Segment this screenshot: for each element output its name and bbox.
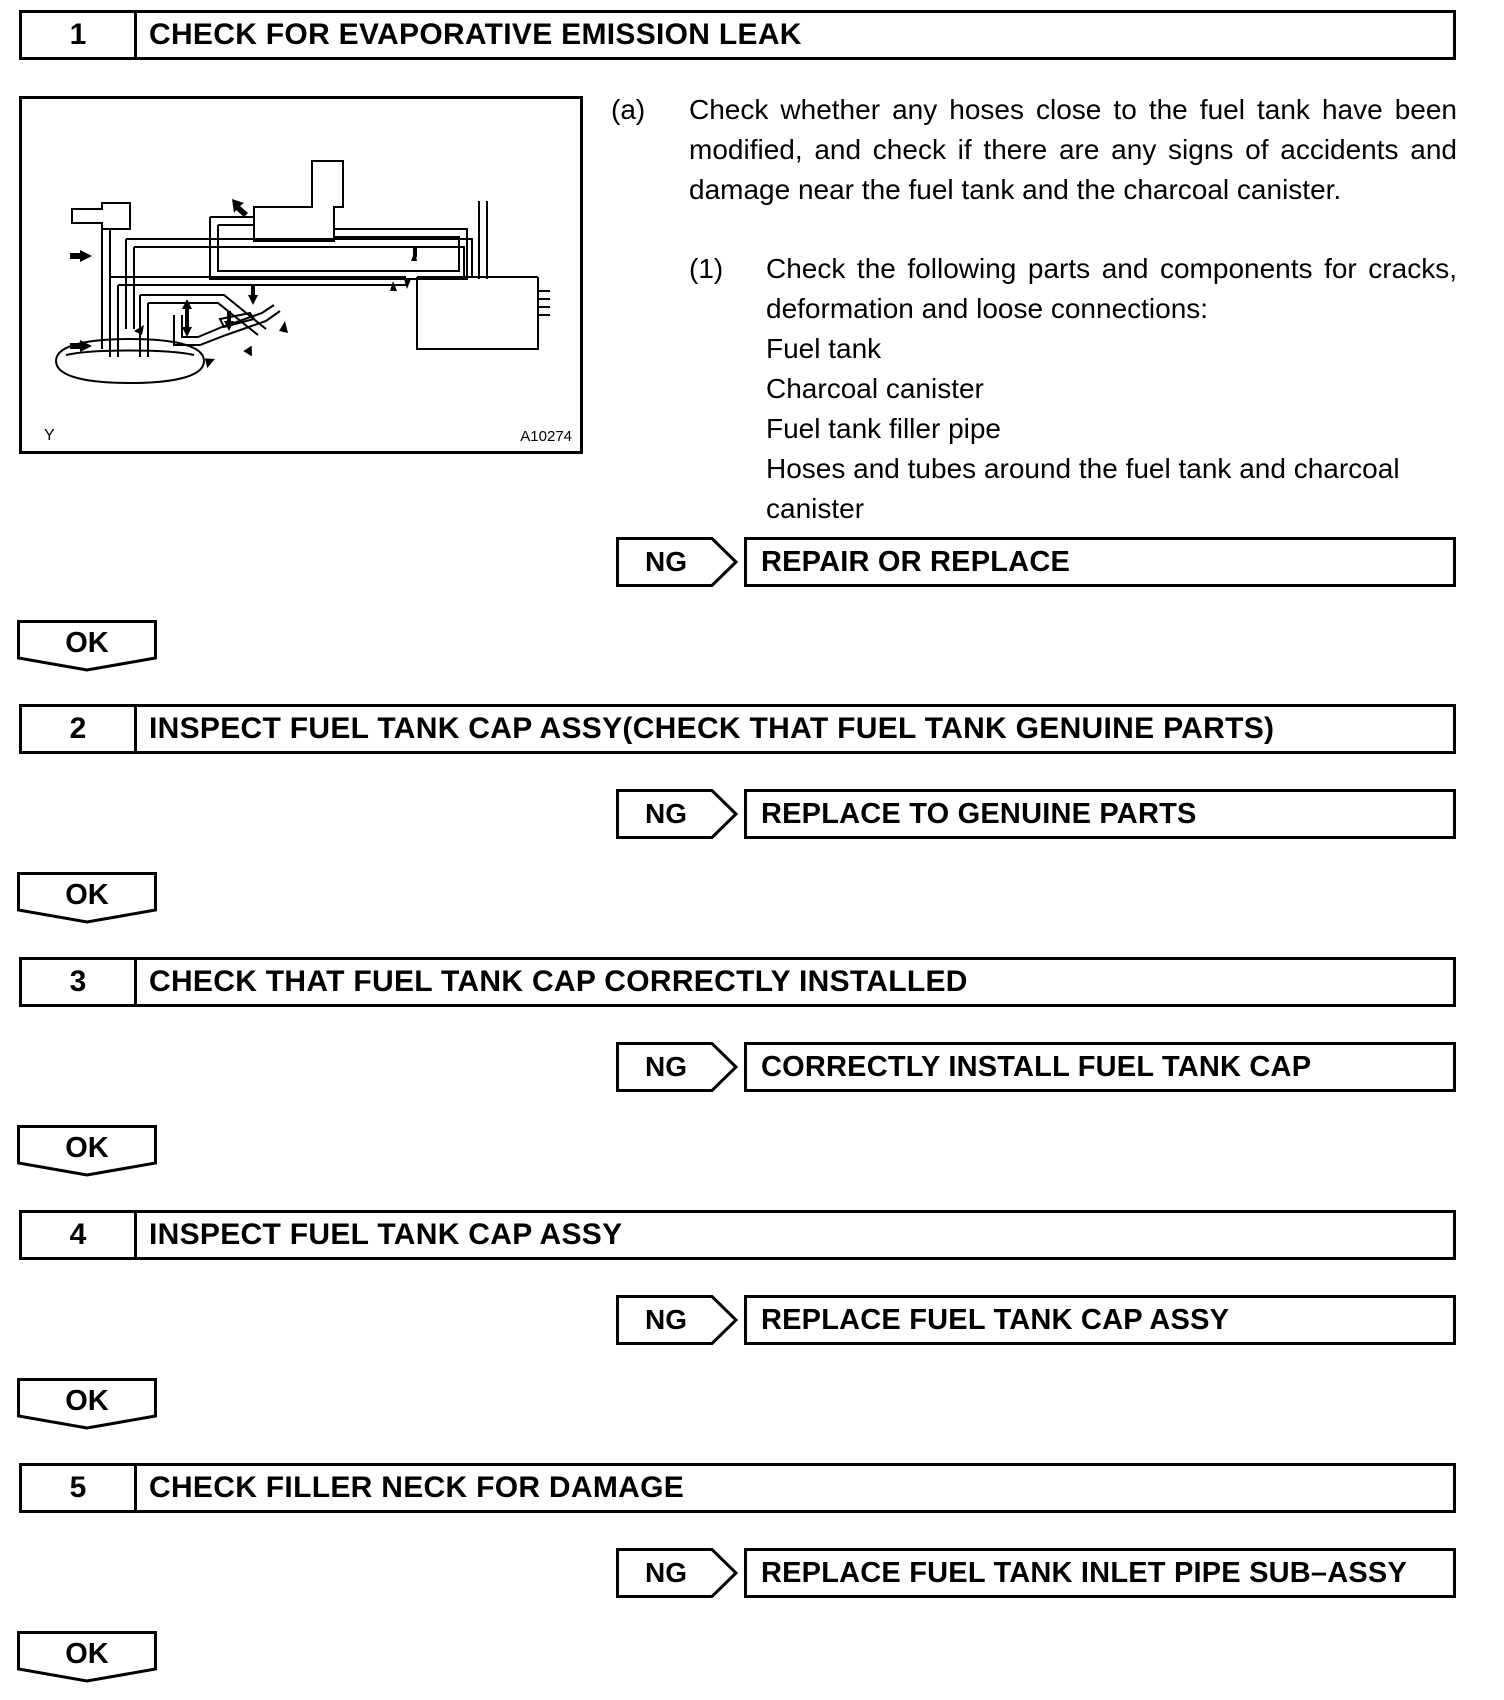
ng-result: REPAIR OR REPLACE [744, 537, 1456, 587]
ng-result: CORRECTLY INSTALL FUEL TANK CAP [744, 1042, 1456, 1092]
step-1-ok-tag [17, 620, 157, 672]
step-2-header [19, 704, 1456, 754]
step-title: CHECK FOR EVAPORATIVE EMISSION LEAK [149, 18, 802, 51]
item-a-marker: (a) [611, 94, 646, 125]
step-1-ng-row [616, 537, 1456, 587]
step-2-ng-row [616, 789, 1456, 839]
step-title: CHECK FILLER NECK FOR DAMAGE [149, 1471, 685, 1504]
step-number: 5 [22, 1466, 137, 1510]
step-title: CHECK THAT FUEL TANK CAP CORRECTLY INSTALLED [149, 965, 968, 998]
step-5-ng-row [616, 1548, 1456, 1598]
item-1-text: Check the following parts and components for cracks, deformation and loose connections: [766, 253, 1457, 324]
step-3-ok-tag [17, 1125, 157, 1177]
part-charcoal-canister: Charcoal canister [766, 373, 984, 404]
ng-label: NG [645, 798, 687, 829]
step-number: 3 [22, 960, 137, 1004]
ok-label: OK [65, 879, 109, 911]
part-hoses-tubes: Hoses and tubes around the fuel tank and charcoal canister [766, 453, 1400, 524]
ok-label: OK [65, 627, 109, 659]
ng-tag [616, 1295, 738, 1345]
ng-label: NG [645, 1304, 687, 1335]
parts-list [766, 329, 1457, 529]
step-5-header [19, 1463, 1456, 1513]
ok-label: OK [65, 1385, 109, 1417]
ng-result: REPLACE TO GENUINE PARTS [744, 789, 1456, 839]
step-number: 1 [22, 13, 137, 57]
ng-tag [616, 1042, 738, 1092]
step-title: INSPECT FUEL TANK CAP ASSY [149, 1218, 623, 1251]
step-3-header [19, 957, 1456, 1007]
step-4-header [19, 1210, 1456, 1260]
step-1-header [19, 10, 1456, 60]
figure-corner-label: Y [44, 427, 55, 444]
item-1-marker: (1) [689, 253, 724, 284]
evap-system-illustration [22, 99, 580, 451]
part-filler-pipe: Fuel tank filler pipe [766, 413, 1002, 444]
ng-result: REPLACE FUEL TANK CAP ASSY [744, 1295, 1456, 1345]
ng-label: NG [645, 1051, 687, 1082]
figure-code: A10274 [520, 428, 572, 445]
ng-result: REPLACE FUEL TANK INLET PIPE SUB–ASSY [744, 1548, 1456, 1598]
ng-label: NG [645, 546, 687, 577]
part-fuel-tank: Fuel tank [766, 333, 882, 364]
ok-label: OK [65, 1638, 109, 1670]
step-title: INSPECT FUEL TANK CAP ASSY(CHECK THAT FUEL TANK GENUINE PARTS) [149, 712, 1275, 745]
step-3-ng-row [616, 1042, 1456, 1092]
ok-label: OK [65, 1132, 109, 1164]
ng-tag [616, 789, 738, 839]
step-5-ok-tag [17, 1631, 157, 1683]
step-4-ok-tag [17, 1378, 157, 1430]
ng-label: NG [645, 1557, 687, 1588]
ng-tag [616, 1548, 738, 1598]
step-4-ng-row [616, 1295, 1456, 1345]
step-number: 2 [22, 707, 137, 751]
ng-tag [616, 537, 738, 587]
fuel-system-diagram [19, 96, 583, 454]
step-number: 4 [22, 1213, 137, 1257]
step-2-ok-tag [17, 872, 157, 924]
item-a-text: Check whether any hoses close to the fuel tank have been modified, and check if there are any signs of accidents and damage near the fuel tank and the charcoal canister. [689, 94, 1457, 205]
